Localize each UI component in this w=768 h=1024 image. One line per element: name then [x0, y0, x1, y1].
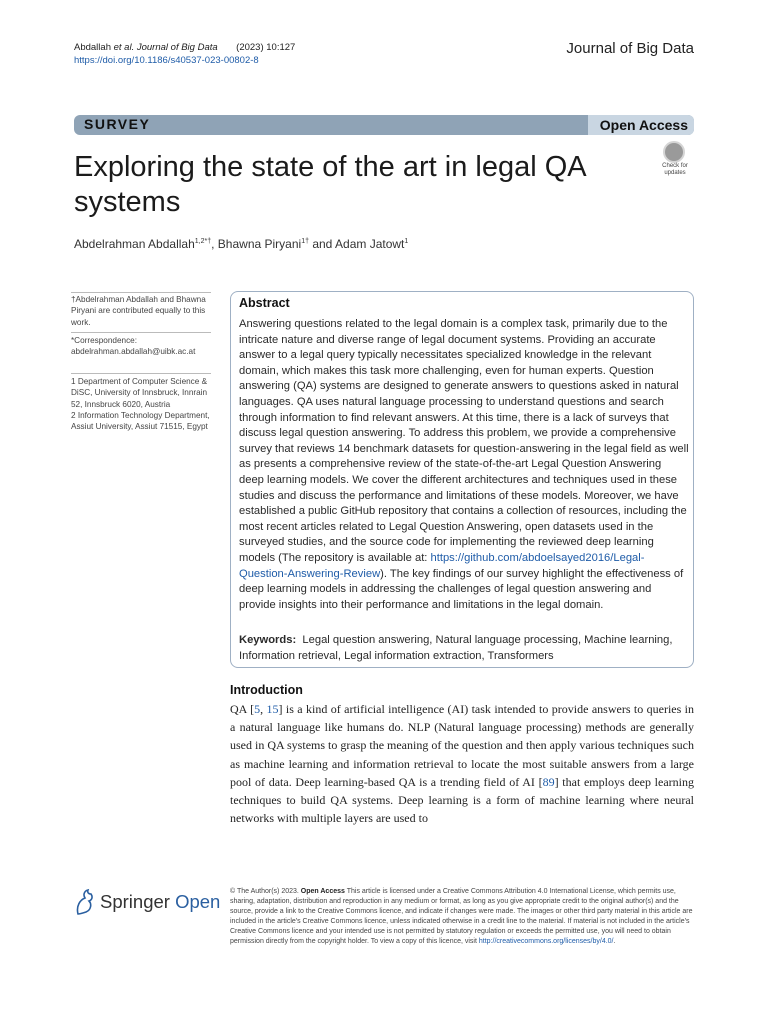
affiliations	[71, 376, 211, 432]
divider	[71, 373, 211, 374]
correspondence-label: *Correspondence:	[71, 336, 137, 345]
article-type-band	[74, 115, 694, 135]
equal-contribution-note: †Abdelrahman Abdallah and Bhawna Piryani are contributed equally to this work.	[71, 295, 206, 327]
article-title: Exploring the state of the art in legal QA systems	[74, 151, 586, 218]
springer-horse-icon	[74, 888, 96, 916]
keywords	[239, 632, 689, 664]
abstract-heading: Abstract	[239, 296, 290, 310]
logo-text: Springer Open	[100, 891, 221, 912]
open-access-label: Open Access	[588, 115, 694, 135]
license-link[interactable]: http://creativecommons.org/licenses/by/4.0/	[478, 937, 614, 945]
github-repo-link[interactable]: https://github.com/abdoelsayed2016/Legal-Question-Answering-Review	[239, 551, 645, 580]
doi-link[interactable]: https://doi.org/10.1186/s40537-023-00802-8	[74, 55, 259, 66]
correspondence-email[interactable]: abdelrahman.abdallah@uibk.ac.at	[71, 347, 196, 357]
keywords-list: Legal question answering, Natural language processing, Machine learning, Information retrieval, Legal information extraction, Transformers	[239, 634, 673, 662]
correspondence-note	[71, 335, 211, 358]
author-name[interactable]: Abdelrahman Abdallah	[74, 237, 195, 251]
header-journal-ref: et al. Journal of Big Data	[113, 42, 218, 53]
divider	[71, 292, 211, 293]
author-name[interactable]: Bhawna Piryani	[217, 237, 302, 251]
introduction-paragraph: QA [5, 15] is a kind of artificial intelligence (AI) task intended to provide answers to queries in a natural language like humans do. NLP (Natural language processing) methods are generally used in QA systems to grasp the meaning of the question and then apply various techniques such as machine learning and information retrieval to locate the most suitable answers from a large pool of data. Deep learning-based QA is a trending field of AI [89] that employs deep learning techniques to build QA systems. Deep learning is a form of machine learning where neural networks with multiple layers are used to	[230, 702, 695, 826]
check-updates-label: Check for updates	[662, 163, 688, 176]
header-author: Abdallah	[74, 42, 111, 53]
introduction-heading: Introduction	[230, 683, 303, 697]
license-statement: © The Author(s) 2023. Open Access This article is licensed under a Creative Commons Attribution 4.0 International License, which permits use, sharing, adaptation, distribution and reproduction in any medium or format, as long as you give appropriate credit to the original author(s) and the source, provide a link to the Creative Commons licence, and indicate if changes were made. The images or other third party material in this article are included in the article's Creative Commons licence, unless indicated otherwise in a credit line to the material. If material is not included in the article's Creative Commons licence and your intended use is not permitted by statutory regulation or exceeds the permitted use, you will need to obtain permission directly from the copyright holder. To view a copy of this licence, visit http://creativecommons.org/licenses/by/4.0/.	[230, 888, 693, 945]
affiliation-1: 1 Department of Computer Science & DiSC, University of Innsbruck, Innrain 52, Innsbruck 6020, Austria	[71, 377, 208, 409]
citation-link[interactable]: 5	[254, 702, 261, 716]
header-volume: (2023) 10:127	[236, 42, 296, 53]
affiliation-2: 2 Information Technology Department, Assiut University, Assiut 71515, Egypt	[71, 410, 210, 432]
abstract-text: Answering questions related to the legal domain is a complex task, primarily due to the intricate nature and diverse range of legal document systems. Providing an accurate answer to a legal query typically necessitates specialized knowledge in the relevant domain, which makes this task more challenging, even for human experts. Question answering (QA) systems are designed to generate answers to questions asked in natural languages. QA uses natural language processing to understand questions and search through information to find relevant answers. At this time, there is a lack of surveys that discuss legal question answering. To address this problem, we provide a comprehensive survey that reviews 14 benchmark datasets for question-answering in the legal field as well as presents a comprehensive review of the state-of-the-art Legal Question Answering deep learning models. We cover the different architectures and techniques used in these studies and discuss the performance and limitations of these models. Moreover, we have established a public GitHub repository that contains a collection of resources, including the most recent articles related to Legal Question Answering, open datasets used in the surveyed studies, and the source code for implementing the reviewed deep learning models (The repository is available at: https://github.com/abdoelsayed2016/Legal-Question-Answering-Review). The key findings of our survey highlight the effectiveness of deep learning models in addressing the challenges of legal question answering and provide insights into their performance and limitations in the legal domain.	[239, 318, 689, 611]
check-for-updates-button[interactable]	[655, 141, 695, 179]
divider	[71, 332, 211, 333]
author-list: Abdelrahman Abdallah$^{1,2*\dagger}$, Bhawna Piryani$^{1\dagger}$ and Adam Jatowt$^1$	[74, 237, 409, 251]
journal-name: Journal of Big Data	[566, 40, 694, 57]
citation-link[interactable]: 89	[542, 774, 555, 789]
check-updates-icon	[663, 141, 685, 163]
article-type-label: SURVEY	[84, 116, 151, 132]
keywords-label: Keywords:	[239, 634, 297, 646]
author-name[interactable]: Adam Jatowt	[335, 237, 405, 251]
running-header	[74, 41, 295, 67]
citation-link[interactable]: 15	[266, 702, 279, 716]
